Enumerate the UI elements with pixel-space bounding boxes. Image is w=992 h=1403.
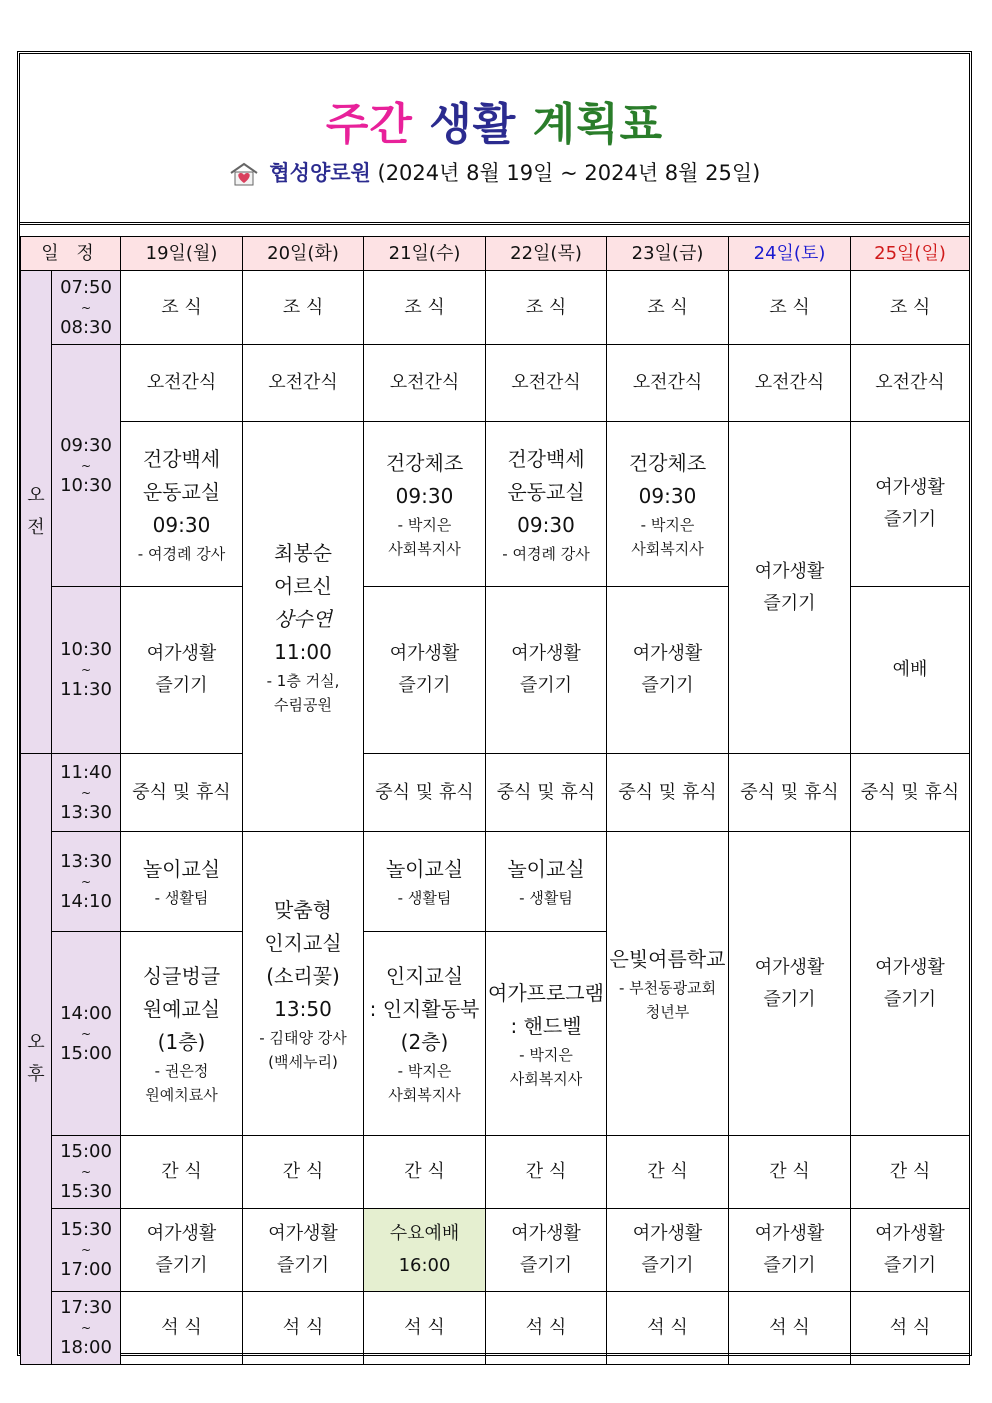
am-snack-sat: 오전간식: [729, 345, 851, 422]
day-thu: 22일(목): [486, 237, 607, 271]
am-snack-fri: 오전간식: [607, 345, 729, 422]
am-snack-mon: 오전간식: [121, 345, 243, 422]
fri-summer-school: 은빛여름학교 - 부천동광교회 청년부: [607, 832, 729, 1136]
mon-health-class: 건강백세 운동교실 09:30 - 여경례 강사: [121, 422, 243, 587]
breakfast-tue: 조 식: [243, 271, 364, 345]
sat-leisure-1530: 여가생활 즐기기: [729, 1209, 851, 1292]
tue-leisure-1530: 여가생활 즐기기: [243, 1209, 364, 1292]
wed-exercise: 건강체조 09:30 - 박지은 사회복지사: [364, 422, 486, 587]
header: [20, 54, 969, 225]
time-1400: 14:00 ~ 15:00: [52, 932, 121, 1136]
title-part-3: 계획표: [532, 99, 664, 150]
fri-exercise: 건강체조 09:30 - 박지은 사회복지사: [607, 422, 729, 587]
sun-worship: 예배: [851, 587, 970, 754]
subtitle: [20, 158, 969, 188]
dinner-sun: 석 식: [851, 1292, 970, 1365]
breakfast-sat: 조 식: [729, 271, 851, 345]
am-snack-sun: 오전간식: [851, 345, 970, 422]
fri-leisure-1030: 여가생활 즐기기: [607, 587, 729, 754]
house-heart-logo-icon: [229, 162, 259, 186]
snack-thu: 간 식: [486, 1136, 607, 1209]
schedule-table: [20, 236, 970, 1365]
wed-cognitive-class: 인지교실 : 인지활동북 (2층) - 박지은 사회복지사: [364, 932, 486, 1136]
am-snack-tue: 오전간식: [243, 345, 364, 422]
dinner-thu: 석 식: [486, 1292, 607, 1365]
snack-fri: 간 식: [607, 1136, 729, 1209]
time-0930: 09:30 ~ 10:30: [52, 345, 121, 587]
lunch-wed: 중식 및 휴식: [364, 754, 486, 832]
row-breakfast: [21, 271, 970, 345]
thu-play-class: 놀이교실 - 생활팀: [486, 832, 607, 932]
wed-worship: 수요예배 16:00: [364, 1209, 486, 1292]
title-part-2: 생활: [429, 99, 517, 150]
time-1330: 13:30 ~ 14:10: [52, 832, 121, 932]
date-range: (2024년 8월 19일 ~ 2024년 8월 25일): [377, 161, 761, 185]
org-name: 협성양로원: [269, 161, 371, 185]
am-snack-wed: 오전간식: [364, 345, 486, 422]
title-part-1: 주간: [325, 99, 413, 150]
sat-leisure-pm: 여가생활 즐기기: [729, 832, 851, 1136]
snack-tue: 간 식: [243, 1136, 364, 1209]
header-row: [21, 237, 970, 271]
breakfast-thu: 조 식: [486, 271, 607, 345]
period-am: 오 전: [21, 271, 52, 754]
thu-leisure-1030: 여가생활 즐기기: [486, 587, 607, 754]
row-lunch: [21, 754, 970, 832]
mon-garden-class: 싱글벙글 원예교실 (1층) - 권은정 원예치료사: [121, 932, 243, 1136]
row-am-snack: [21, 345, 970, 422]
sat-leisure-am: 여가생활 즐기기: [729, 422, 851, 754]
dinner-wed: 석 식: [364, 1292, 486, 1365]
row-snack: [21, 1136, 970, 1209]
day-sat: 24일(토): [729, 237, 851, 271]
lunch-sun: 중식 및 휴식: [851, 754, 970, 832]
period-pm: 오 후: [21, 754, 52, 1365]
day-wed: 21일(수): [364, 237, 486, 271]
day-sun: 25일(일): [851, 237, 970, 271]
day-tue: 20일(화): [243, 237, 364, 271]
snack-sun: 간 식: [851, 1136, 970, 1209]
time-1030: 10:30 ~ 11:30: [52, 587, 121, 754]
lunch-fri: 중식 및 휴식: [607, 754, 729, 832]
time-1140: 11:40 ~ 13:30: [52, 754, 121, 832]
dinner-sat: 석 식: [729, 1292, 851, 1365]
lunch-mon: 중식 및 휴식: [121, 754, 243, 832]
row-dinner: [21, 1292, 970, 1365]
thu-leisure-program: 여가프로그램 : 핸드벨 - 박지은 사회복지사: [486, 932, 607, 1136]
am-snack-thu: 오전간식: [486, 345, 607, 422]
sun-leisure-pm: 여가생활 즐기기: [851, 832, 970, 1136]
time-1500: 15:00 ~ 15:30: [52, 1136, 121, 1209]
time-1530: 15:30 ~ 17:00: [52, 1209, 121, 1292]
fri-leisure-1530: 여가생활 즐기기: [607, 1209, 729, 1292]
day-mon: 19일(월): [121, 237, 243, 271]
time-0750: 07:50 ~ 08:30: [52, 271, 121, 345]
breakfast-mon: 조 식: [121, 271, 243, 345]
schedule-label: 일 정: [21, 237, 121, 271]
tue-birthday-party: 최봉순 어르신 상수연 11:00 - 1층 거실, 수림공원: [243, 422, 364, 832]
snack-wed: 간 식: [364, 1136, 486, 1209]
mon-leisure-1030: 여가생활 즐기기: [121, 587, 243, 754]
row-1530: [21, 1209, 970, 1292]
day-fri: 23일(금): [607, 237, 729, 271]
page-title: [20, 98, 969, 152]
breakfast-sun: 조 식: [851, 271, 970, 345]
lunch-thu: 중식 및 휴식: [486, 754, 607, 832]
sun-leisure-1530: 여가생활 즐기기: [851, 1209, 970, 1292]
snack-mon: 간 식: [121, 1136, 243, 1209]
lunch-sat: 중식 및 휴식: [729, 754, 851, 832]
dinner-mon: 석 식: [121, 1292, 243, 1365]
row-1330: [21, 832, 970, 932]
time-1730: 17:30 ~ 18:00: [52, 1292, 121, 1365]
thu-health-class: 건강백세 운동교실 09:30 - 여경례 강사: [486, 422, 607, 587]
wed-leisure-1030: 여가생활 즐기기: [364, 587, 486, 754]
schedule-sheet: [17, 51, 972, 1356]
breakfast-fri: 조 식: [607, 271, 729, 345]
mon-play-class: 놀이교실 - 생활팀: [121, 832, 243, 932]
breakfast-wed: 조 식: [364, 271, 486, 345]
sun-leisure-am: 여가생활 즐기기: [851, 422, 970, 587]
mon-leisure-1530: 여가생활 즐기기: [121, 1209, 243, 1292]
snack-sat: 간 식: [729, 1136, 851, 1209]
wed-play-class: 놀이교실 - 생활팀: [364, 832, 486, 932]
row-0930: [21, 422, 970, 587]
dinner-fri: 석 식: [607, 1292, 729, 1365]
tue-cognitive-class: 맞춤형 인지교실 (소리꽃) 13:50 - 김태양 강사 (백세누리): [243, 832, 364, 1136]
thu-leisure-1530: 여가생활 즐기기: [486, 1209, 607, 1292]
dinner-tue: 석 식: [243, 1292, 364, 1365]
